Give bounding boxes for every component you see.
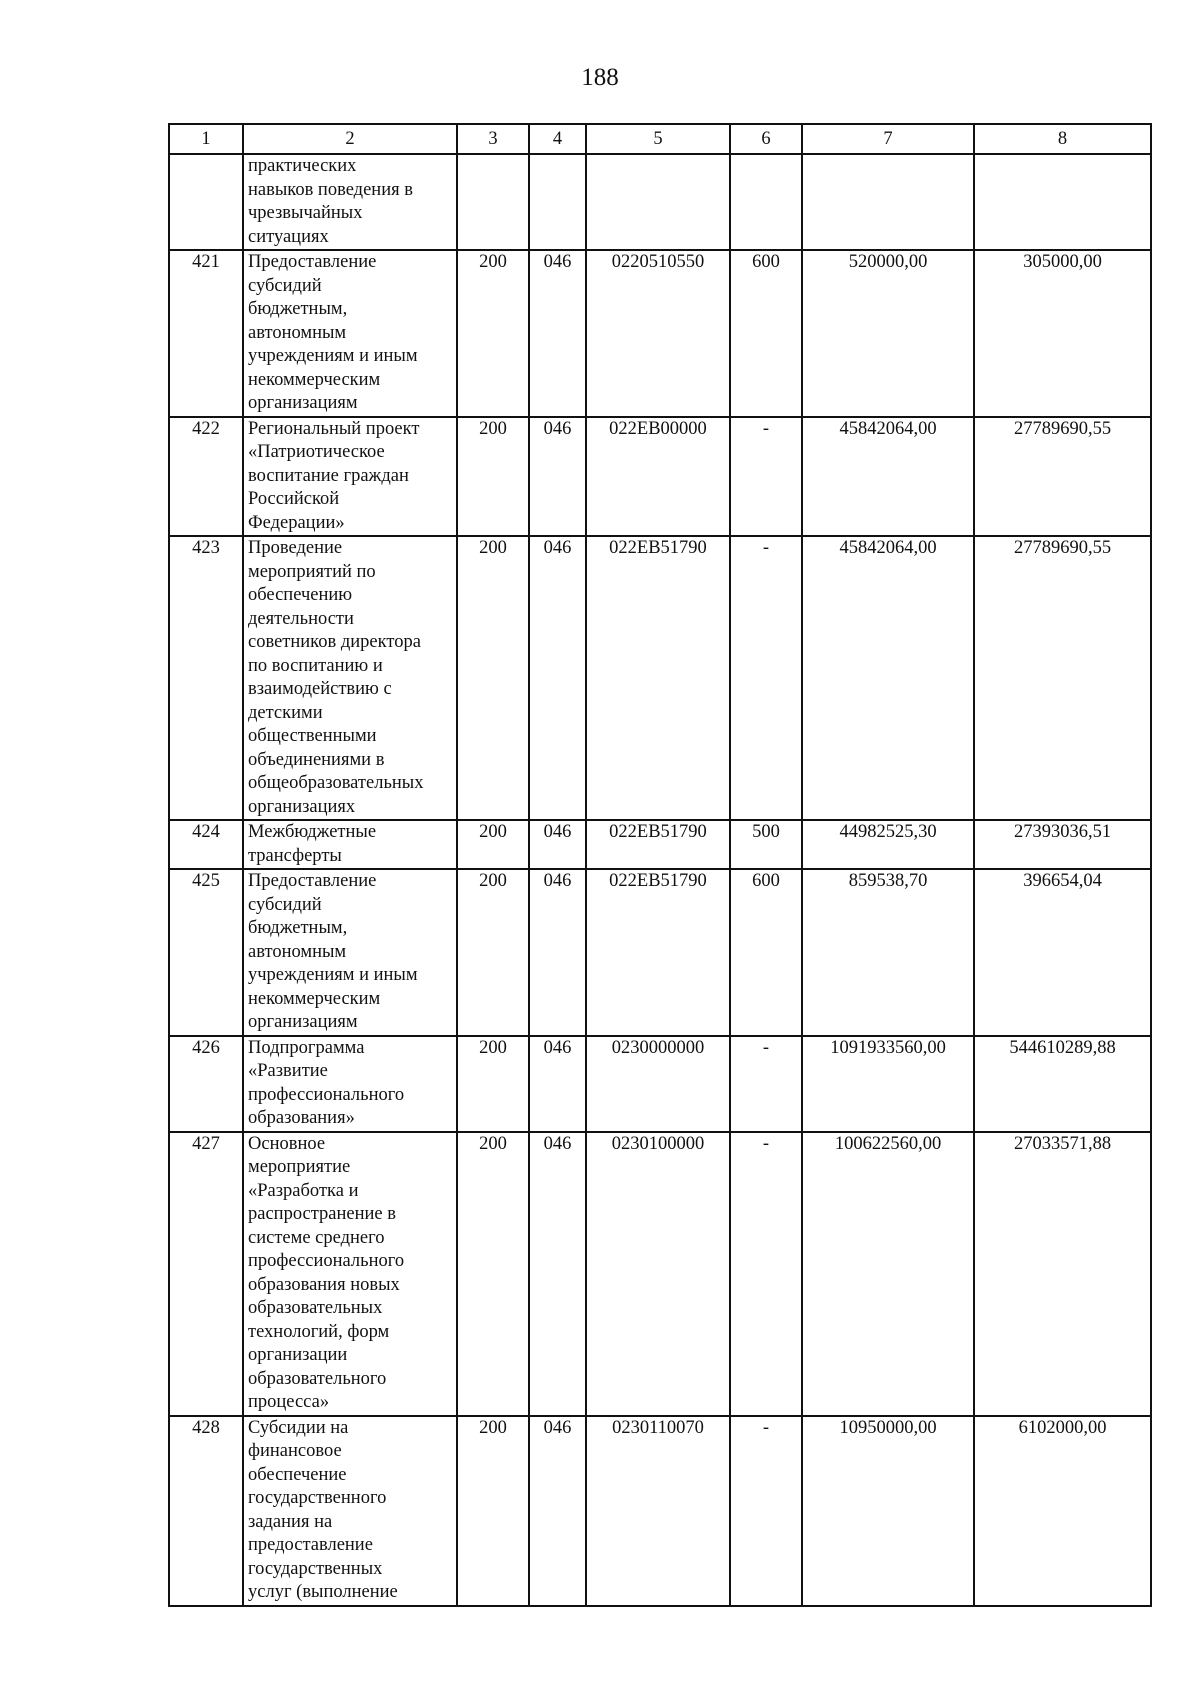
cell-col7: 45842064,00 [802,417,974,537]
row-name: Основное мероприятие «Разработка и распространение в системе среднего профессионального образования новых образовательных технологий, форм организации образовательного процесса» [243,1132,457,1416]
cell-col7: 100622560,00 [802,1132,974,1416]
row-number: 424 [169,820,243,869]
table-row [169,536,1151,820]
cell-col6: 600 [730,869,802,1036]
column-header: 5 [586,124,730,154]
cell-col6 [730,154,802,250]
row-name: Региональный проект «Патриотическое воспитание граждан Российской Федерации» [243,417,457,537]
column-header: 1 [169,124,243,154]
cell-col4 [529,154,586,250]
cell-col4: 046 [529,1132,586,1416]
cell-col6: 600 [730,250,802,417]
cell-col6: - [730,1036,802,1132]
cell-col8: 27789690,55 [974,417,1151,537]
cell-col7: 44982525,30 [802,820,974,869]
row-number [169,154,243,250]
cell-col3: 200 [457,250,529,417]
column-header: 8 [974,124,1151,154]
cell-col3: 200 [457,869,529,1036]
cell-col8: 27033571,88 [974,1132,1151,1416]
row-number: 425 [169,869,243,1036]
cell-col4: 046 [529,250,586,417]
cell-col5: 022EB51790 [586,536,730,820]
cell-col3: 200 [457,417,529,537]
page-number: 188 [581,64,619,91]
budget-table [168,123,1152,1607]
table-row [169,1036,1151,1132]
header-row [169,124,1151,154]
cell-col3: 200 [457,1132,529,1416]
table-row [169,820,1151,869]
cell-col6: - [730,417,802,537]
row-name: Предоставление субсидий бюджетным, автономным учреждениям и иным некоммерческим организациям [243,250,457,417]
cell-col8: 396654,04 [974,869,1151,1036]
table-row [169,154,1151,250]
row-name: Субсидии на финансовое обеспечение государственного задания на предоставление государственных услуг (выполнение [243,1416,457,1606]
row-number: 427 [169,1132,243,1416]
column-header: 2 [243,124,457,154]
cell-col8: 6102000,00 [974,1416,1151,1606]
cell-col8: 305000,00 [974,250,1151,417]
cell-col4: 046 [529,820,586,869]
cell-col6: 500 [730,820,802,869]
cell-col5: 022EB51790 [586,820,730,869]
cell-col8: 544610289,88 [974,1036,1151,1132]
cell-col3: 200 [457,820,529,869]
cell-col4: 046 [529,869,586,1036]
table-row [169,869,1151,1036]
cell-col5 [586,154,730,250]
column-header: 4 [529,124,586,154]
cell-col8: 27393036,51 [974,820,1151,869]
row-number: 421 [169,250,243,417]
cell-col3: 200 [457,1416,529,1606]
cell-col5: 0230110070 [586,1416,730,1606]
cell-col7: 859538,70 [802,869,974,1036]
cell-col6: - [730,1132,802,1416]
column-header: 3 [457,124,529,154]
cell-col5: 0230100000 [586,1132,730,1416]
column-header: 7 [802,124,974,154]
table-row [169,1132,1151,1416]
cell-col7: 45842064,00 [802,536,974,820]
row-number: 422 [169,417,243,537]
row-name: Подпрограмма «Развитие профессионального образования» [243,1036,457,1132]
row-name: практических навыков поведения в чрезвычайных ситуациях [243,154,457,250]
cell-col4: 046 [529,417,586,537]
cell-col6: - [730,1416,802,1606]
cell-col7 [802,154,974,250]
cell-col4: 046 [529,536,586,820]
row-number: 423 [169,536,243,820]
cell-col5: 0220510550 [586,250,730,417]
row-name: Межбюджетные трансферты [243,820,457,869]
row-name: Предоставление субсидий бюджетным, автономным учреждениям и иным некоммерческим организациям [243,869,457,1036]
column-header: 6 [730,124,802,154]
cell-col8: 27789690,55 [974,536,1151,820]
cell-col3: 200 [457,536,529,820]
row-name: Проведение мероприятий по обеспечению деятельности советников директора по воспитанию и взаимодействию с детскими общественными объединениями в общеобразовательных организациях [243,536,457,820]
row-number: 426 [169,1036,243,1132]
cell-col7: 10950000,00 [802,1416,974,1606]
table-row [169,417,1151,537]
cell-col4: 046 [529,1036,586,1132]
cell-col6: - [730,536,802,820]
cell-col5: 022EB00000 [586,417,730,537]
cell-col4: 046 [529,1416,586,1606]
cell-col5: 022EB51790 [586,869,730,1036]
cell-col3: 200 [457,1036,529,1132]
cell-col5: 0230000000 [586,1036,730,1132]
table-row [169,1416,1151,1606]
table-row [169,250,1151,417]
cell-col7: 520000,00 [802,250,974,417]
cell-col3 [457,154,529,250]
cell-col8 [974,154,1151,250]
row-number: 428 [169,1416,243,1606]
cell-col7: 1091933560,00 [802,1036,974,1132]
